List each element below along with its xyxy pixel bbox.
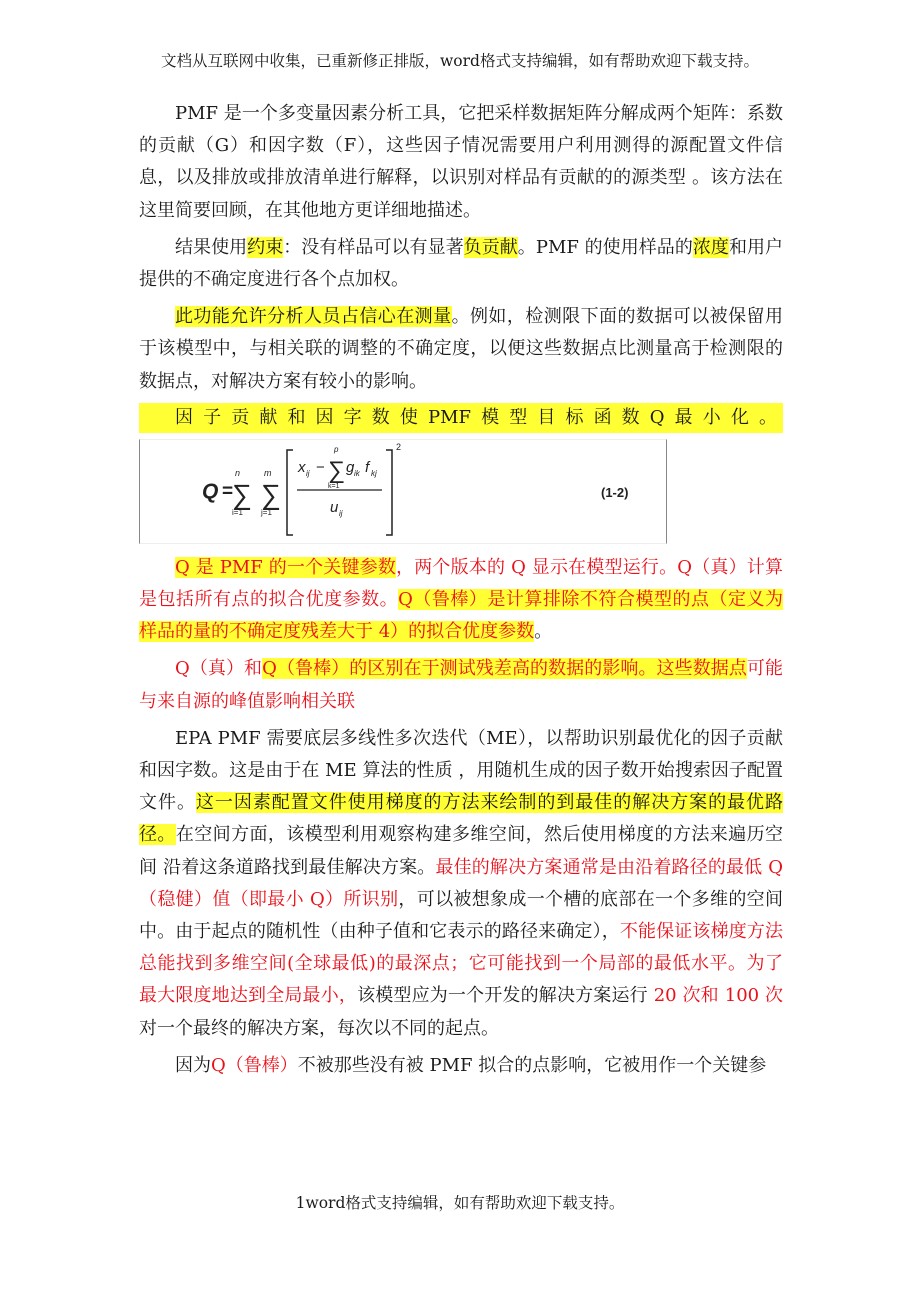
highlight-concentration: 浓度 [692, 236, 729, 258]
svg-text:n: n [235, 467, 241, 478]
svg-text:j=1: j=1 [261, 507, 272, 517]
highlight-q-key-parameter: Q 是 PMF 的一个关键参数 [175, 556, 397, 578]
paragraph-pmf-intro: PMF 是一个多变量因素分析工具，它把采样数据矩阵分解成两个矩阵：系数的贡献（G）和因字数（F），这些因子情况需要用户利用测得的源配置文件信息，以及排放或排放清单进行解释，以识别对样品有贡献的的源类型 。该方法在这里简要回顾，在其他地方更详细地描述。 [139, 103, 783, 221]
svg-text:ij: ij [306, 468, 310, 478]
paragraph-me-algorithm: EPA PMF 需要底层多线性多次迭代（ME），以帮助识别最优化的因子贡献和因字数。这是由于在 ME 算法的性质 ，用随机生成的因子数开始搜索因子配置文件。这一因素配置文件使用梯度的方法来绘制的到最佳的解决方案的最优路径。在空间方面，该模型利用观察构建多维空间，然后使用梯度的方法来遍历空间 沿着这条道路找到最佳解决方案。最佳的解决方案通常是由沿着路径的最低 Q（稳健）值（即最小 Q）所识别，可以被想象成一个槽的底部在一个多维的空间中。由于起点的随机性（由种子值和它表示的路径来确定），不能保证该梯度方法总能找到多维空间(全球最低)的最深点；它可能找到一个局部的最低水平。为了最大限度地达到全局最小，该模型应为一个开发的解决方案运行 20 次和 100 次对一个最终的解决方案，每次以不同的起点。 [139, 727, 784, 1039]
svg-text:ij: ij [339, 508, 343, 518]
page-header: 文档从互联网中收集，已重新修正排版，word格式支持编辑，如有帮助欢迎下载支持。 [161, 52, 759, 70]
square-exponent: 2 [396, 441, 402, 452]
svg-text:m: m [264, 467, 272, 478]
paragraph-confidence: 此功能允许分析人员占信心在测量。例如，检测限下面的数据可以被保留用于该模型中，与相关联的调整的不确定度，以便这些数据点比测量高于检测限的数据点，对解决方案有较小的影响。 [139, 306, 783, 392]
sum-sign-k: ∑ [328, 456, 346, 484]
highlight-constraint: 约束 [247, 236, 284, 258]
paragraph-constraints: 结果使用约束：没有样品可以有显著负贡献。PMF 的使用样品的浓度和用户提供的不确定度进行各个点加权。 [139, 236, 784, 291]
document-body [139, 98, 783, 1087]
highlight-q-difference: Q（鲁棒）的区别在于测试残差高的数据的影响。这些数据点 [262, 658, 747, 680]
highlight-q-robust-definition: Q（鲁棒）是计算排除不符合模型的点（定义为样品的量的不确定度残差大于 4）的拟合优度参数 [139, 589, 784, 643]
paragraph-objective-function: 因 子 贡 献 和 因 字 数 使 PMF 模 型 目 标 函 数 Q 最 小 化 。 [139, 403, 783, 433]
equation-q: Q [202, 479, 219, 503]
svg-text:i=1: i=1 [232, 507, 243, 517]
paragraph-q-difference: Q（真）和Q（鲁棒）的区别在于测试残差高的数据的影响。这些数据点可能与来自源的峰值影响相关联 [139, 658, 783, 712]
page-footer: 1word格式支持编辑，如有帮助欢迎下载支持。 [295, 1194, 625, 1212]
equation-figure [139, 439, 667, 544]
equation-number: (1-2) [601, 484, 629, 500]
highlight-confidence: 此功能允许分析人员占信心在测量 [175, 306, 452, 328]
svg-text:p: p [334, 444, 339, 454]
paragraph-q-parameter: Q 是 PMF 的一个关键参数，两个版本的 Q 显示在模型运行。Q（真）计算是包括所有点的拟合优度参数。Q（鲁棒）是计算排除不符合模型的点（定义为样品的量的不确定度残差大于 4）的拟合优度参数。 [139, 556, 784, 643]
left-bracket [287, 450, 293, 535]
highlight-gradient-path: 这一因素配置文件使用梯度的方法来绘制的到最佳的解决方案的最优路径。 [139, 792, 784, 846]
sum-sign-i: ∑ [232, 478, 252, 510]
sum-sign-j: ∑ [261, 478, 281, 510]
equation-f: f [365, 458, 370, 476]
paragraph-q-robust-key: 因为Q（鲁棒）不被那些没有被 PMF 拟合的点影响，它被用作一个关键参 [175, 1054, 767, 1076]
svg-text:ik: ik [354, 468, 360, 478]
equation-x: x [298, 458, 306, 476]
equation-u: u [330, 498, 339, 516]
svg-text:kj: kj [371, 468, 377, 478]
equation-equals: = [222, 480, 234, 502]
right-bracket [386, 450, 392, 535]
svg-text:k=1: k=1 [328, 482, 340, 490]
svg-text:−: − [316, 458, 325, 476]
highlight-negative-contribution: 负贡献 [463, 236, 518, 258]
equation-g: g [346, 458, 355, 476]
